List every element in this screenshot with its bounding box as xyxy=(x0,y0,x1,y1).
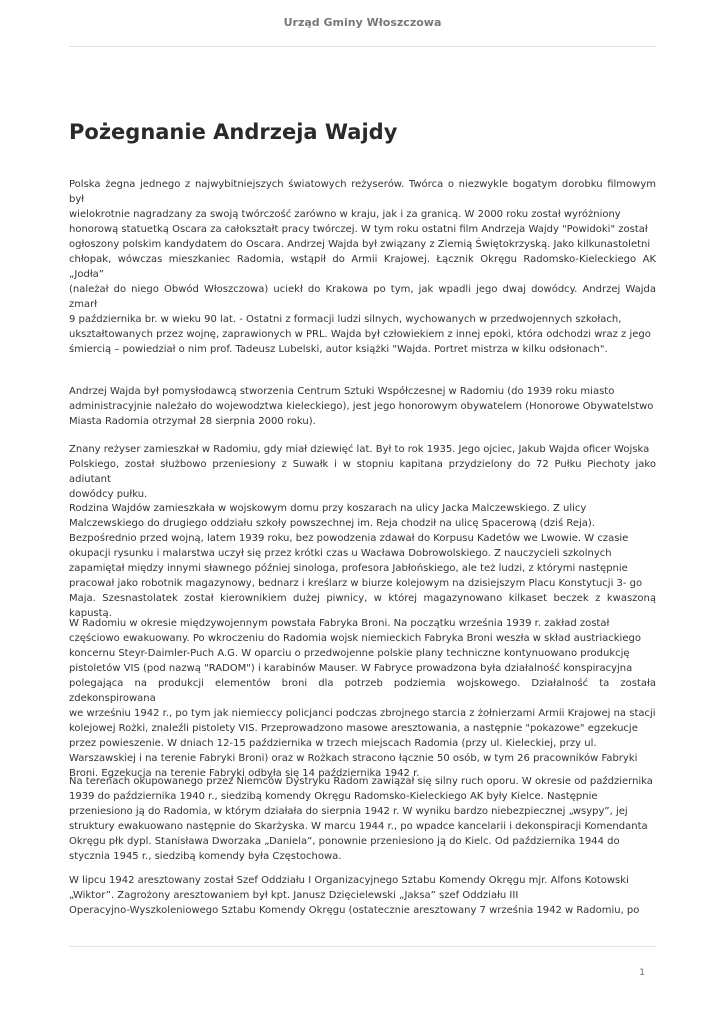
article-paragraph: Andrzej Wajda był pomysłodawcą stworzenia Centrum Sztuki Współczesnej w Radomiu (do 1939 roku miasto administracyjnie należało do wojewodztwa kieleckiego), jest jego honorowym obywatelem (Honorowe Obywatelstwo Miasta Radomia otrzymał 28 sierpnia 2000 roku). xyxy=(69,386,654,427)
article-paragraph: Na terenach okupowanego przez Niemców Dystryku Radom zawiązał się silny ruch oporu. W okresie od października 1939 do października 1940 r., siedzibą komendy Okręgu Radomsko-Kieleckiego AK były Kielce. Następnie przeniesiono ją do Radomia, w którym działała do sierpnia 1942 r. W wyniku bardzo niebezpiecznej „wsypy”, jej struktury ewakuowano następnie do Skarżyska. W marcu 1944 r., po wpadce kancelarii i dekonspiracji Komendanta Okręgu płk dypl. Stanisława Dworzaka „Daniela”, ponownie przeniesiono ją do Kielc. Od października 1944 do stycznia 1945 r., siedzibą komendy była Częstochowa. xyxy=(69,776,653,862)
article-paragraph: W Radomiu w okresie międzywojennym powstała Fabryka Broni. Na początku września 1939 r. zakład został częściowo ewakuowany. Po wkroczeniu do Radomia wojsk niemieckich Fabryka Broni weszła w skład austriackiego koncernu Steyr-Daimler-Puch A.G. W oparciu o przedwojenne polskie plany techniczne kontynuowano produkcję pistoletów VIS (pod nazwą "RADOM") i karabinów Mauser. W Fabryce prowadzona była działalność konspiracyjna polegająca na produkcji elementów broni dla potrzeb podziemia wojskowego. Działalność ta została zdekonspirowana we wrześniu 1942 r., po tym jak niemieccy policjanci podczas zbrojnego starcia z żołnierzami Armii Krajowej na stacji kolejowej Rożki, znaleźli pistolety VIS. Przeprowadzono masowe aresztowania, a następnie "pokazowe" egzekucje przez powieszenie. W dniach 12-15 października w trzech miejscach Radomia (przy ul. Kieleckiej, przy ul. Warszawskiej i na terenie Fabryki Broni) oraz w Rożkach stracono łącznie 50 osób, w tym 26 pracowników Fabryki Broni. Egzekucja na terenie Fabryki odbyła się 14 października 1942 r. xyxy=(69,618,656,779)
page-number: 1 xyxy=(639,968,645,978)
article-paragraph: W lipcu 1942 aresztowany został Szef Oddziału I Organizacyjnego Sztabu Komendy Okręgu mjr. Alfons Kotowski „Wiktor”. Zagrożony aresztowaniem był kpt. Janusz Dzięcielewski „Jaksa” szef Oddziału III Operacyjno-Wyszkoleniowego Sztabu Komendy Okręgu (ostatecznie aresztowany 7 września 1942 w Radomiu, po xyxy=(69,875,640,916)
footer-divider xyxy=(69,946,656,947)
article-paragraph: Znany reżyser zamieszkał w Radomiu, gdy miał dziewięć lat. Był to rok 1935. Jego ojciec, Jakub Wajda oficer Wojska Polskiego, został służbowo przeniesiony z Suwałk i w stopniu kapitana przydzielony do 72 Pułku Piechoty jako adiutant dowódcy pułku. xyxy=(69,444,656,500)
article-title: Pożegnanie Andrzeja Wajdy xyxy=(69,120,398,144)
site-header: Urząd Gminy Włoszczowa xyxy=(283,16,442,29)
article-paragraph: Rodzina Wajdów zamieszkała w wojskowym domu przy koszarach na ulicy Jacka Malczewskiego. Z ulicy Malczewskiego do drugiego oddziału szkoły powszechnej im. Reja chodził na ulicę Spacerową (dziś Reja). Bezpośrednio przed wojną, latem 1939 roku, bez powodzenia zdawał do Korpusu Kadetów we Lwowie. W czasie okupacji rysunku i malarstwa uczył się przez krótki czas u Wacława Dobrowolskiego. Z nauczycieli szkolnych zapamiętał między innymi sławnego później sinologa, profesora Jabłońskiego, ale też ludzi, z którymi następnie pracował jako robotnik magazynowy, bednarz i kreślarz w biurze kolejowym na dzisiejszym Placu Konstytucji 3- go Maja. Szesnastolatek został kierownikiem dużej piwnicy, w której magazynowano kilkaset beczek z kwaszoną kapustą. xyxy=(69,503,656,619)
header-divider xyxy=(69,46,656,47)
article-paragraph-intro: Polska żegna jednego z najwybitniejszych światowych reżyserów. Twórca o niezwykle bogatym dorobku filmowym był wielokrotnie nagradzany za swoją twórczość zarówno w kraju, jak i za granicą. W 2000 roku został wyróżniony honorową statuetką Oscara za całokształt pracy twórczej. W tym roku ostatni film Andrzeja Wajdy "Powidoki" został ogłoszony polskim kandydatem do Oscara. Andrzej Wajda był związany z Ziemią Świętokrzyską. Jako kilkunastoletni chłopak, wówczas mieszkaniec Radomia, wstąpił do Armii Krajowej. Łącznik Okręgu Radomsko-Kieleckiego AK „Jodła” (należał do niego Obwód Włoszczowa) uciekł do Krakowa po tym, jak wpadli jego dwaj dowódcy. Andrzej Wajda zmarł 9 października br. w wieku 90 lat. - Ostatni z formacji ludzi silnych, wychowanych w przedwojennych szkołach, ukształtowanych przez wojnę, zaprawionych w PRL. Wajda był człowiekiem z innej epoki, która odchodzi wraz z jego śmiercią – powiedział o nim prof. Tadeusz Lubelski, autor książki "Wajda. Portret mistrza w kilku odsłonach". xyxy=(69,179,656,355)
